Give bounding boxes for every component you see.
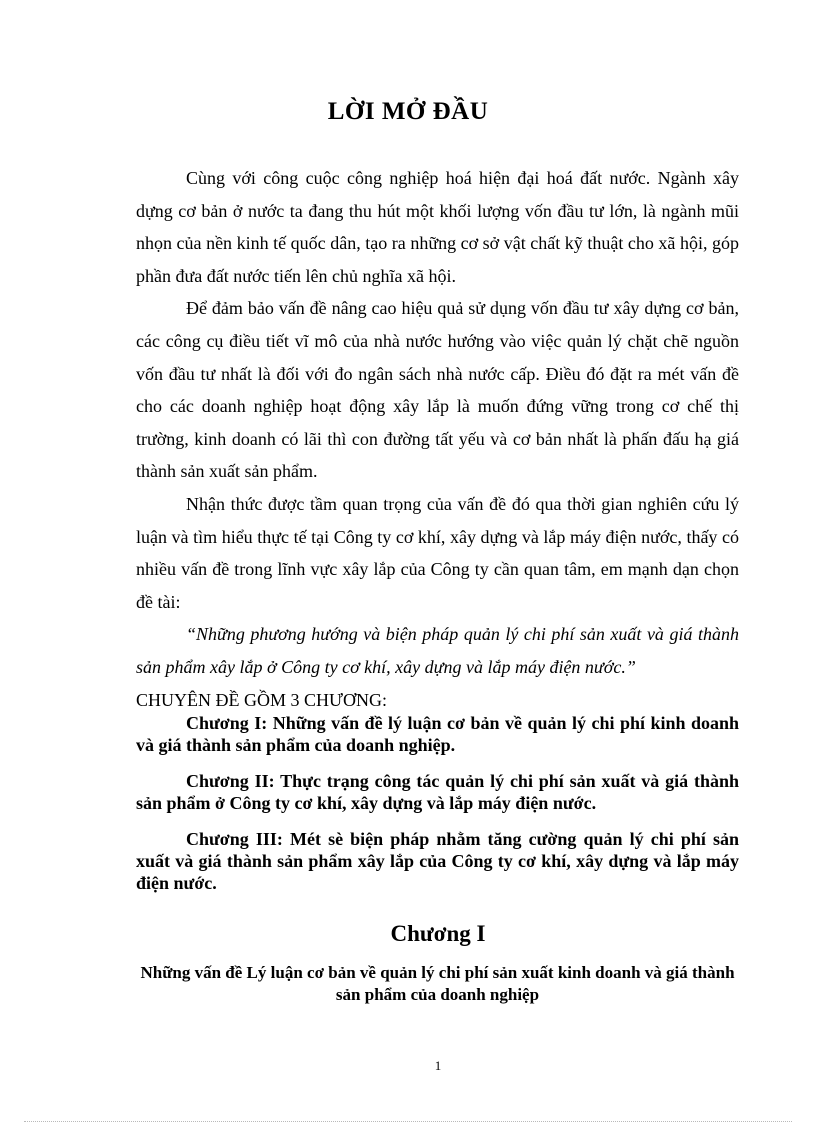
chapter-item-3: Chương III: Mét sè biện pháp nhằm tăng cường quản lý chi phí sản xuất và giá thành sản phẩm xây lắp của Công ty cơ khí, xây dựng và lắp máy điện nước. [136, 829, 739, 893]
chapter-subtitle: Những vấn đề Lý luận cơ bản về quản lý chi phí sản xuất kinh doanh và giá thành sản phẩm của doanh nghiệp [140, 963, 735, 1004]
paragraph-1: Cùng với công cuộc công nghiệp hoá hiện đại hoá đất nước. Ngành xây dựng cơ bản ở nước ta đang thu hút một khối lượng vốn đầu tư lớn, là ngành mũi nhọn của nền kinh tế quốc dân, tạo ra những cơ sở vật chất kỹ thuật cho xã hội, góp phần đưa đất nước tiến lên chủ nghĩa xã hội. [136, 168, 739, 286]
page-break-line [24, 1121, 792, 1122]
document-title: LỜI MỞ ĐẦU [327, 98, 489, 125]
paragraph-3: Nhận thức được tầm quan trọng của vấn đề đó qua thời gian nghiên cứu lý luận và tìm hiểu thực tế tại Công ty cơ khí, xây dựng và lắp máy điện nước, thấy có nhiều vấn đề trong lĩnh vực xây lắp của Công ty cần quan tâm, em mạnh dạn chọn đề tài: [136, 493, 739, 612]
chapter-title: Chương I [390, 921, 486, 946]
chapters-heading: CHUYÊN ĐỀ GỒM 3 CHƯƠNG: [136, 689, 387, 710]
chapter-list [136, 712, 739, 908]
topic-quote: “Những phương hướng và biện pháp quản lý chi phí sản xuất và giá thành sản phẩm xây lắp ở Công ty cơ khí, xây dựng và lắp máy điện nước.” [136, 624, 739, 677]
page-number: 1 [434, 1058, 442, 1073]
paragraph-2: Để đảm bảo vấn đề nâng cao hiệu quả sử dụng vốn đầu tư xây dựng cơ bản, các công cụ điều tiết vĩ mô của nhà nước hướng vào việc quản lý chặt chẽ nguồn vốn đầu tư nhất là đối với đo ngân sách nhà nước cấp. Điều đó đặt ra mét vấn đề cho các doanh nghiệp hoạt động xây lắp là muốn đứng vững trong cơ chế thị trường, kinh doanh có lãi thì con đường tất yếu và cơ bản nhất là phấn đấu hạ giá thành sản xuất sản phẩm. [136, 298, 739, 482]
chapter-item-1: Chương I: Những vấn đề lý luận cơ bản về quản lý chi phí kinh doanh và giá thành sản phẩm của doanh nghiệp. [136, 713, 739, 755]
chapter-item-2: Chương II: Thực trạng công tác quản lý chi phí sản xuất và giá thành sản phẩm ở Công ty cơ khí, xây dựng và lắp máy điện nước. [136, 771, 739, 813]
introduction-body [136, 162, 739, 716]
